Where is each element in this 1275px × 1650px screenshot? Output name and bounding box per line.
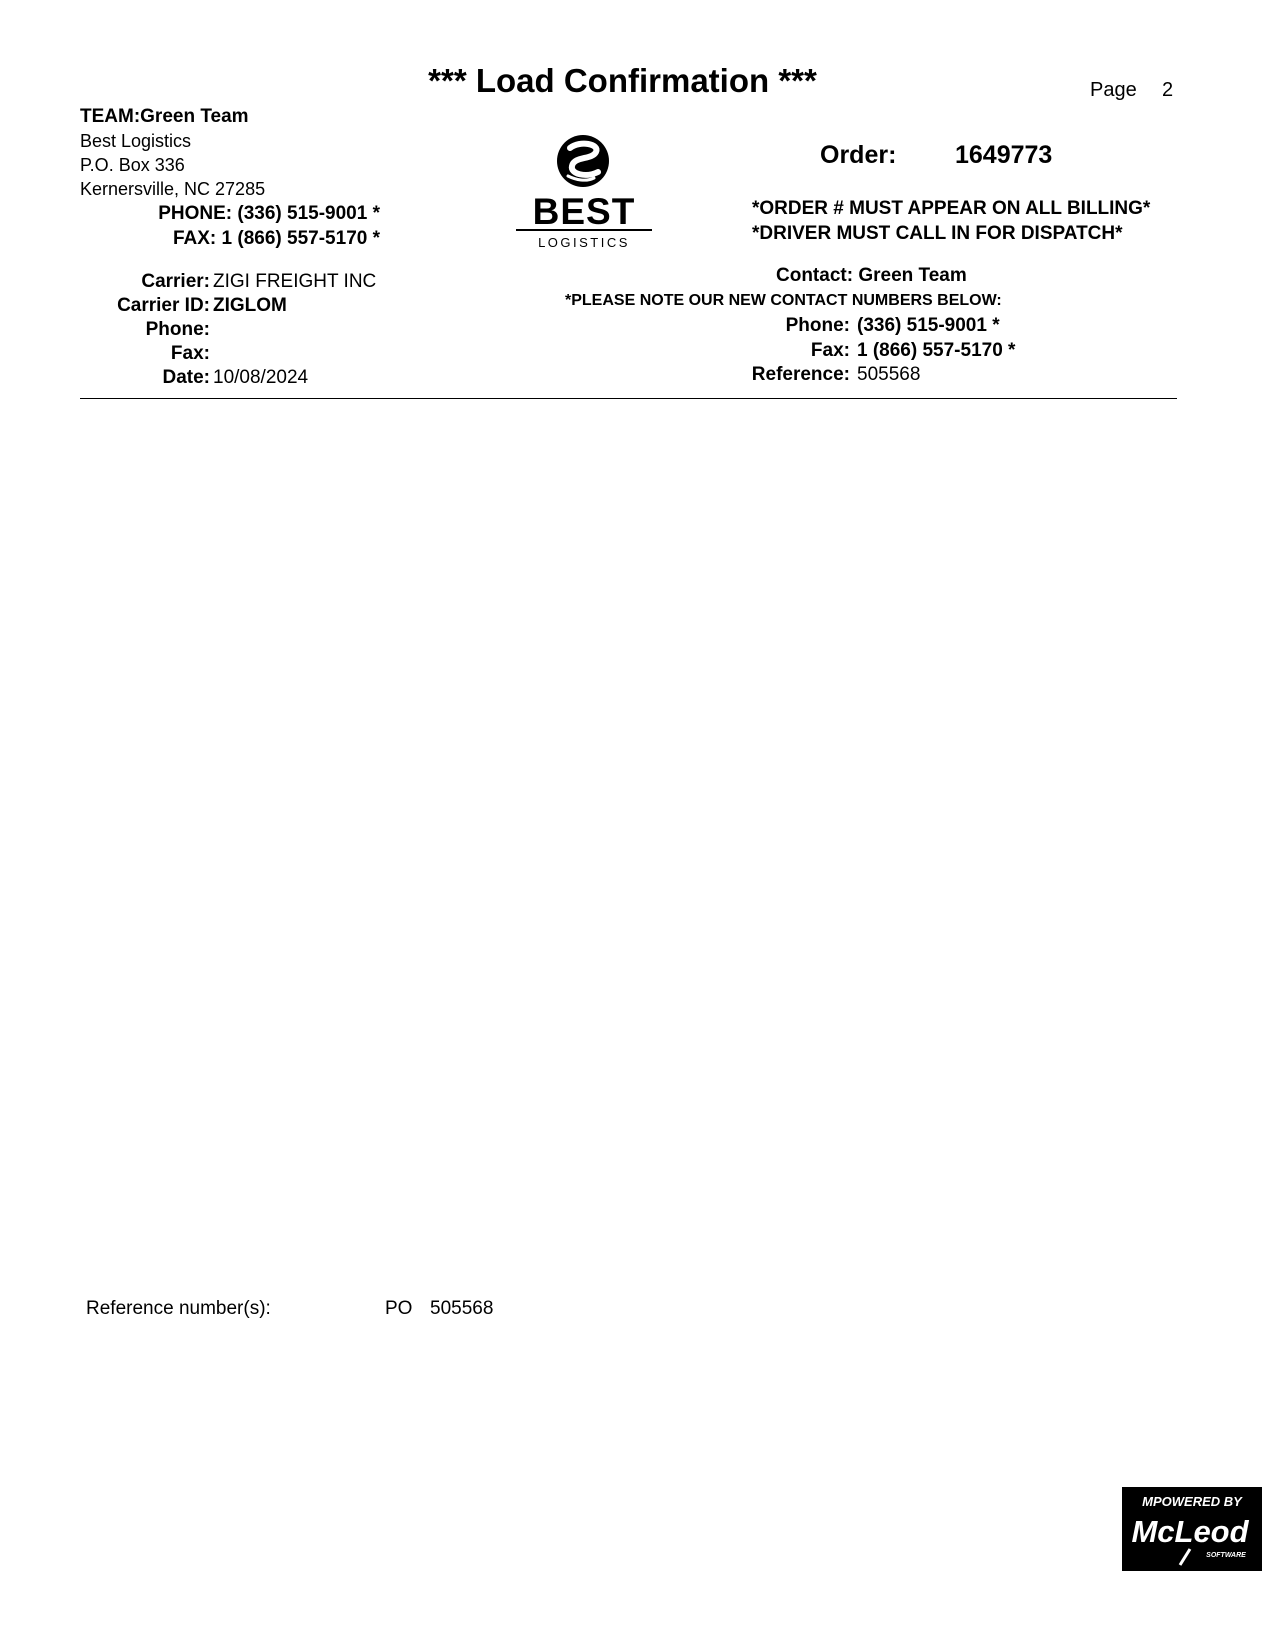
logo-wordmark: BEST [532, 191, 636, 232]
reference-value: 505568 [857, 364, 921, 385]
city-state-zip: Kernersville, NC 27285 [80, 179, 266, 199]
team-fax-label: FAX: [172, 228, 217, 249]
reference-label: Reference: [751, 364, 850, 385]
document-title: *** Load Confirmation *** [428, 62, 817, 99]
carrier-id: ZIGLOM [213, 295, 287, 316]
team-fax: 1 (866) 557-5170 * [221, 228, 380, 249]
badge-top-text: MPOWERED BY [1142, 1494, 1242, 1509]
team-phone-label: PHONE: [158, 203, 233, 224]
best-logistics-swoosh-icon [557, 135, 609, 187]
billing-notice: *ORDER # MUST APPEAR ON ALL BILLING* [752, 198, 1151, 219]
date-value: 10/08/2024 [213, 367, 309, 388]
team-line [80, 106, 249, 128]
team-name: Green Team [140, 106, 249, 127]
date-label: Date: [162, 367, 210, 388]
carrier-fax-label: Fax: [170, 343, 210, 364]
reference-numbers-label: Reference number(s): [86, 1298, 271, 1319]
carrier-label: Carrier: [141, 271, 210, 292]
reference-type: PO [385, 1298, 413, 1319]
contact-notice: *PLEASE NOTE OUR NEW CONTACT NUMBERS BELOW: [565, 292, 1002, 309]
contact-label: Contact: [776, 265, 854, 286]
best-logistics-logo [514, 128, 654, 253]
carrier-phone-label: Phone: [145, 319, 210, 340]
team-phone-line [80, 203, 380, 225]
logo-tagline: LOGISTICS [538, 235, 630, 250]
order-label: Order: [820, 141, 897, 169]
header-divider [80, 398, 1177, 399]
reference-number: 505568 [430, 1298, 494, 1319]
team-phone: (336) 515-9001 * [237, 203, 380, 224]
badge-sub-text: SOFTWARE [1206, 1552, 1246, 1559]
carrier-name: ZIGI FREIGHT INC [213, 271, 377, 292]
contact-phone: (336) 515-9001 * [857, 315, 1000, 336]
page-label: Page [1090, 79, 1137, 101]
contact-phone-label: Phone: [785, 315, 850, 336]
page-number: 2 [1162, 79, 1174, 101]
po-box: P.O. Box 336 [80, 155, 185, 175]
badge-brand-text: McLeod [1131, 1514, 1249, 1549]
contact-fax: 1 (866) 557-5170 * [857, 340, 1016, 361]
carrier-id-label: Carrier ID: [117, 295, 210, 316]
mcleod-powered-by-badge [1122, 1487, 1262, 1571]
team-label: TEAM: [80, 106, 141, 127]
dispatch-notice: *DRIVER MUST CALL IN FOR DISPATCH* [752, 223, 1123, 244]
team-fax-line [80, 228, 380, 250]
contact-name: Green Team [858, 265, 967, 286]
contact-fax-label: Fax: [810, 340, 850, 361]
company-name: Best Logistics [80, 131, 192, 151]
order-number: 1649773 [955, 141, 1053, 169]
contact-line [776, 265, 967, 287]
